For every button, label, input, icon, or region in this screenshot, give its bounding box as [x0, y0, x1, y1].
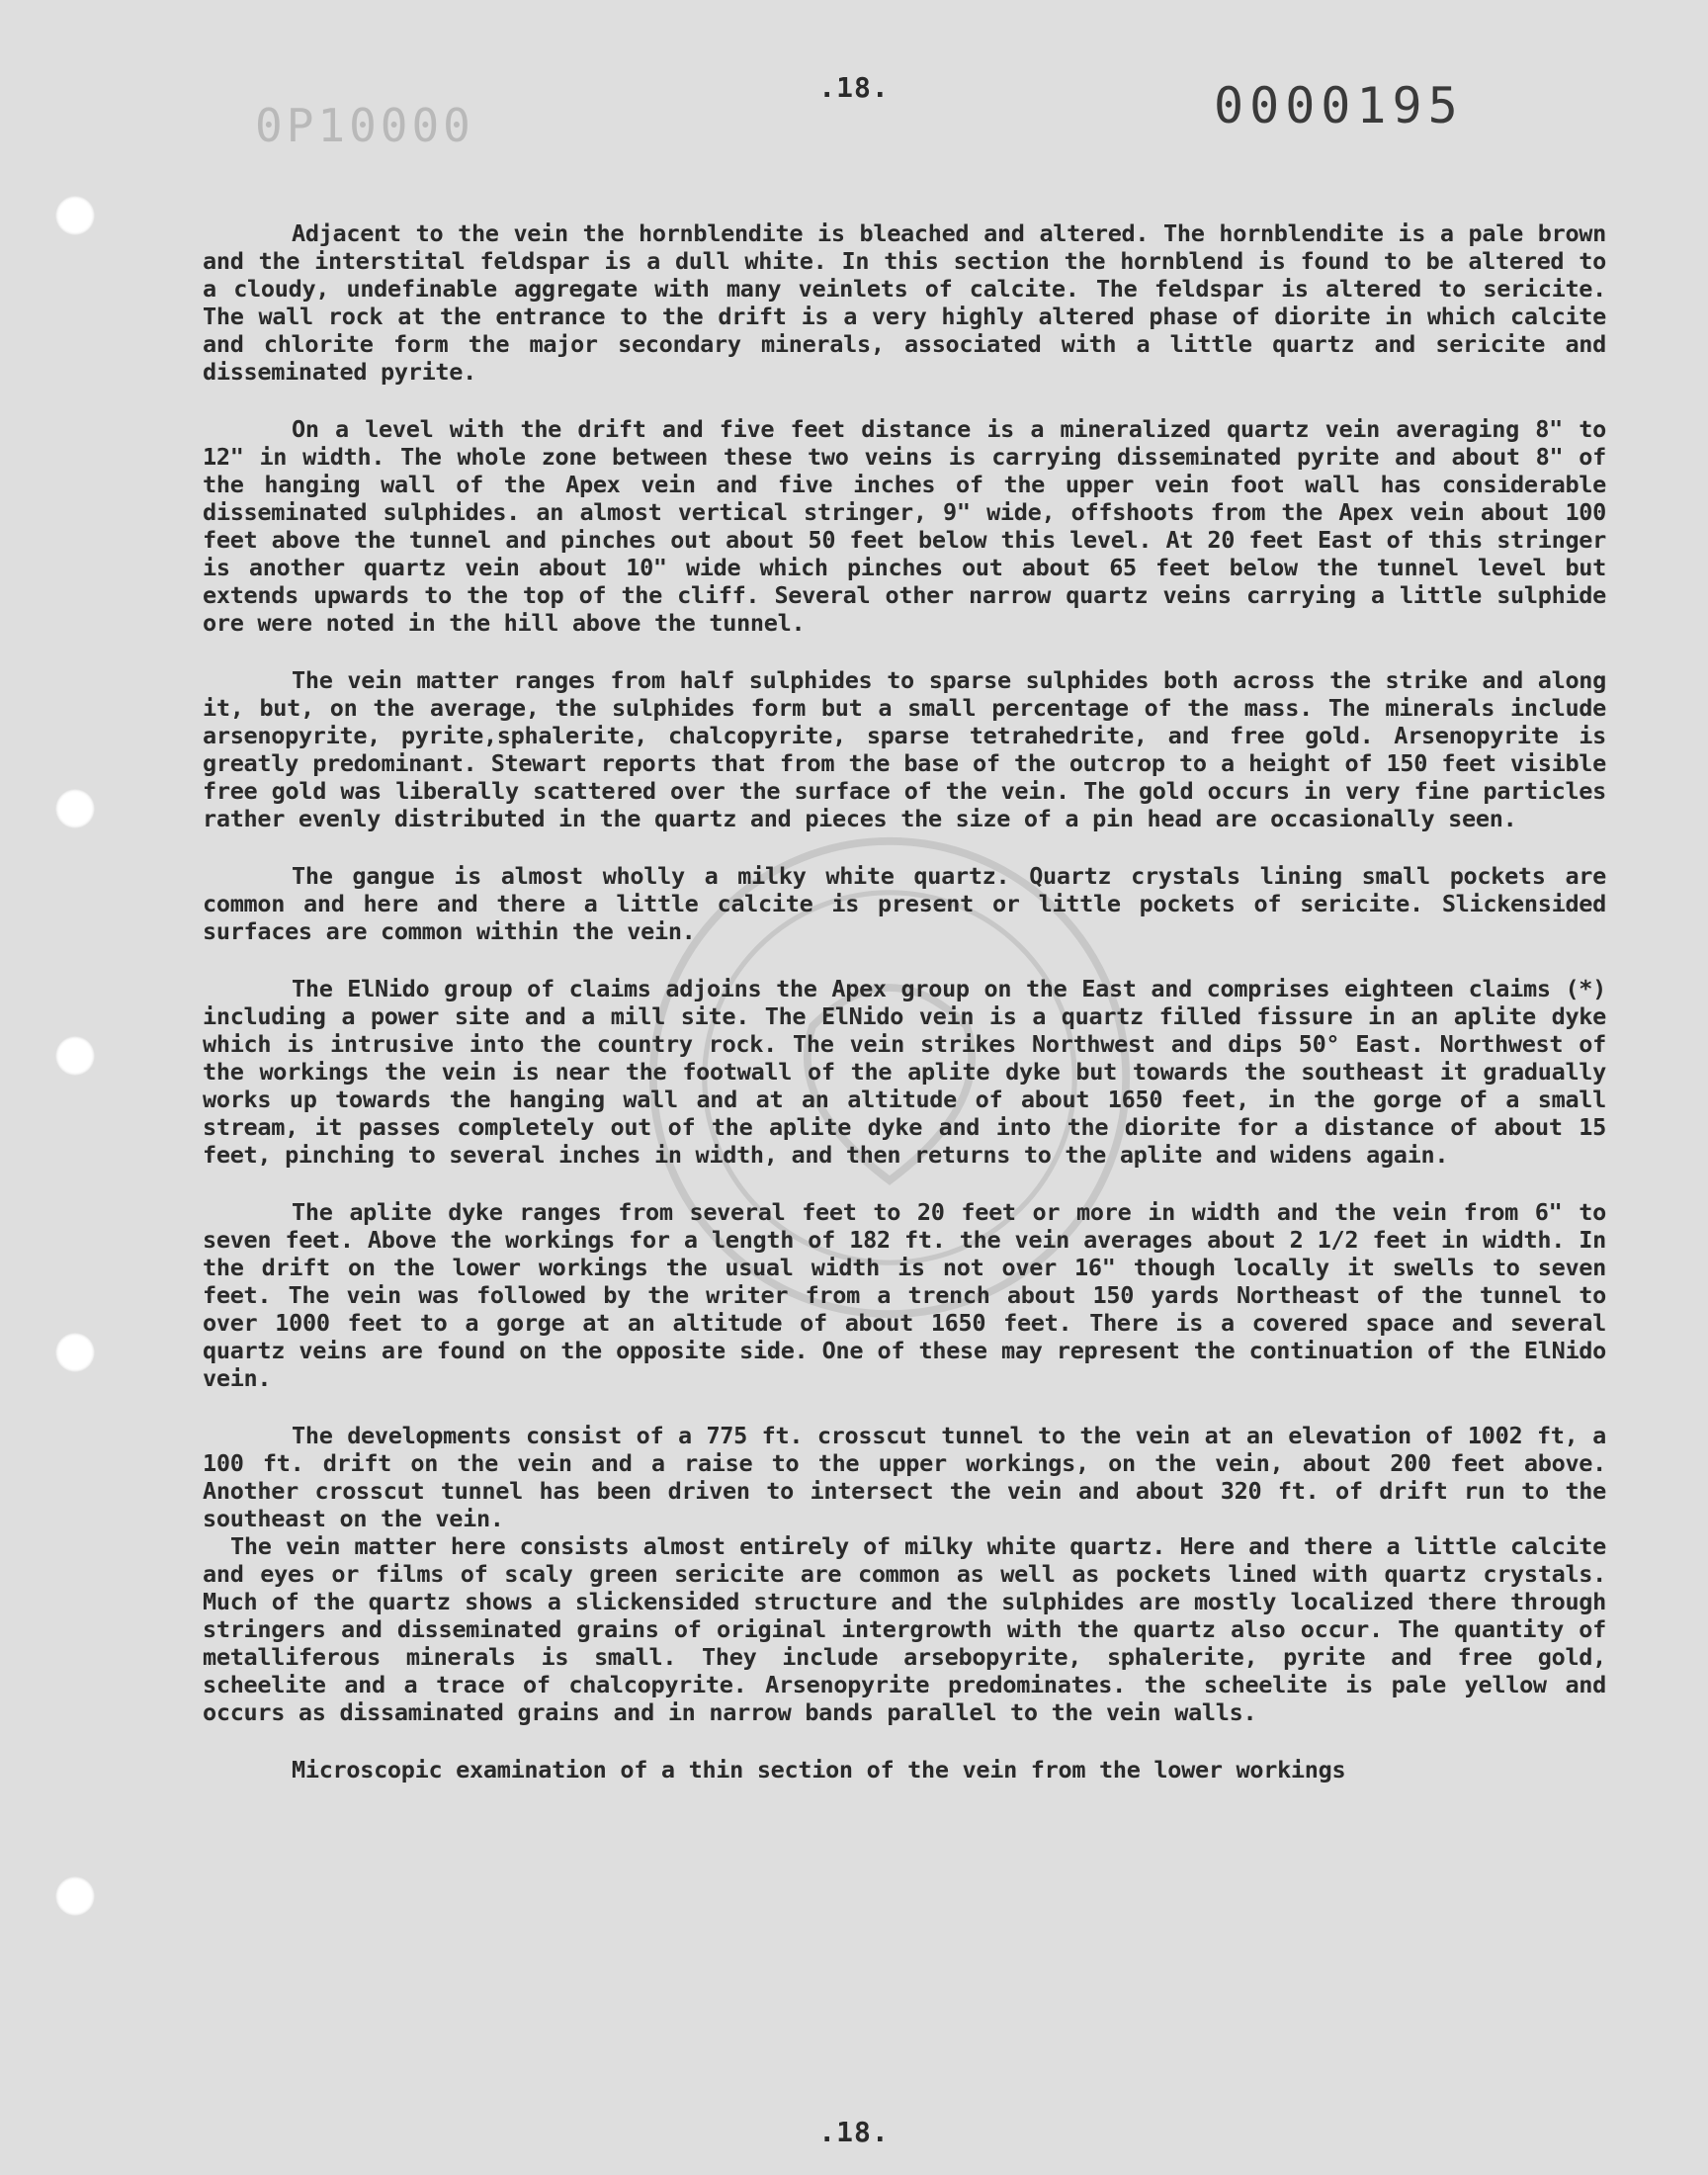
punch-hole: [55, 196, 95, 235]
paragraph: The ElNido group of claims adjoins the Apex group on the East and comprises eighteen claims (*) including a power site and a mill site. The ElNido vein is a quartz filled fissure in an aplite dyke which is intrusive into the country rock. The vein strikes Northwest and dips 50° East. Northwest of the workings the vein is near the footwall of the aplite dyke but towards the southeast it gradually works up towards the hanging wall and at an altitude of about 1650 feet, in the gorge of a small stream, it passes completely out of the aplite dyke and into the diorite for a distance of about 15 feet, pinching to several inches in width, and then returns to the aplite and widens again.: [203, 975, 1606, 1169]
punch-hole: [55, 1876, 95, 1916]
page-number-bottom: .18.: [818, 2116, 890, 2148]
paragraph: The vein matter here consists almost entirely of milky white quartz. Here and there a little calcite and eyes or films of scaly green sericite are common as well as pockets lined with quartz crystals. Much of the quartz shows a slickensided structure and the sulphides are mostly localized there through stringers and disseminated grains of original intergrowth with the quartz also occur. The quantity of metalliferous minerals is small. They include arsebopyrite, sphalerite, pyrite and free gold, scheelite and a trace of chalcopyrite. Arsenopyrite predominates. the scheelite is pale yellow and occurs as dissaminated grains and in narrow bands parallel to the vein walls.: [203, 1532, 1606, 1726]
paragraph: The gangue is almost wholly a milky white quartz. Quartz crystals lining small pockets are common and here and there a little calcite is present or little pockets of sericite. Slickensided surfaces are common within the vein.: [203, 862, 1606, 945]
paragraph: Adjacent to the vein the hornblendite is bleached and altered. The hornblendite is a pale brown and the interstital feldspar is a dull white. In this section the hornblend is found to be altered to a cloudy, undefinable aggregate with many veinlets of calcite. The feldspar is altered to sericite. The wall rock at the entrance to the drift is a very highly altered phase of diorite in which calcite and chlorite form the major secondary minerals, associated with a little quartz and sericite and disseminated pyrite.: [203, 219, 1606, 386]
paragraph: Microscopic examination of a thin section of the vein from the lower workings: [292, 1756, 1346, 1784]
document-stamp-number: 0000195: [1214, 77, 1464, 134]
paragraph: The vein matter ranges from half sulphides to sparse sulphides both across the strike and along it, but, on the average, the sulphides form but a small percentage of the mass. The minerals include arsenopyrite, pyrite,sphalerite, chalcopyrite, sparse tetrahedrite, and free gold. Arsenopyrite is greatly predominant. Stewart reports that from the base of the outcrop to a height of 150 feet visible free gold was liberally scattered over the surface of the vein. The gold occurs in very fine particles rather evenly distributed in the quartz and pieces the size of a pin head are occasionally seen.: [203, 666, 1606, 832]
punch-hole: [55, 789, 95, 828]
paragraph: The developments consist of a 775 ft. crosscut tunnel to the vein at an elevation of 1002 ft, a 100 ft. drift on the vein and a raise to the upper workings, on the vein, about 200 feet above. Another crosscut tunnel has been driven to intersect the vein and about 320 ft. of drift run to the southeast on the vein.: [203, 1422, 1606, 1532]
faded-stamp-number: 0P10000: [255, 99, 474, 152]
page-number-top: .18.: [818, 71, 890, 104]
punch-hole: [55, 1036, 95, 1076]
paragraph: On a level with the drift and five feet distance is a mineralized quartz vein averaging 8" to 12" in width. The whole zone between these two veins is carrying disseminated pyrite and about 8" of the hanging wall of the Apex vein and five inches of the upper vein foot wall has considerable disseminated sulphides. an almost vertical stringer, 9" wide, offshoots from the Apex vein about 100 feet above the tunnel and pinches out about 50 feet below this level. At 20 feet East of this stringer is another quartz vein about 10" wide which pinches out about 65 feet below the tunnel level but extends upwards to the top of the cliff. Several other narrow quartz veins carrying a little sulphide ore were noted in the hill above the tunnel.: [203, 415, 1606, 637]
document-body: [203, 219, 1606, 1813]
paragraph: The aplite dyke ranges from several feet to 20 feet or more in width and the vein from 6" to seven feet. Above the workings for a length of 182 ft. the vein averages about 2 1/2 feet in width. In the drift on the lower workings the usual width is not over 16" though locally it swells to seven feet. The vein was followed by the writer from a trench about 150 yards Northeast of the tunnel to over 1000 feet to a gorge at an altitude of about 1650 feet. There is a covered space and several quartz veins are found on the opposite side. One of these may represent the continuation of the ElNido vein.: [203, 1198, 1606, 1392]
punch-hole: [55, 1333, 95, 1372]
